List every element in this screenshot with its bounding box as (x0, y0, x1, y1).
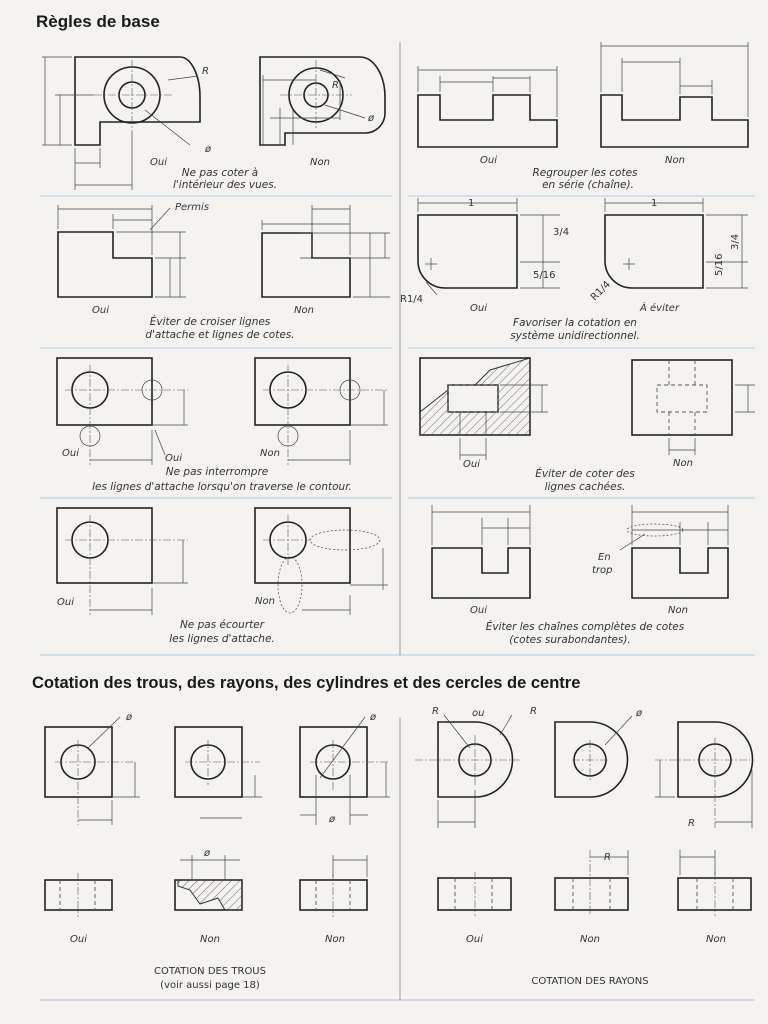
caption-line-1: COTATION DES TROUS (154, 966, 266, 977)
caption-line-2: l'intérieur des vues. (172, 179, 278, 191)
no-label: Non (255, 596, 275, 607)
radius-fraction-label: R1/4 (588, 279, 614, 304)
section-title-basics: Règles de base (36, 12, 160, 31)
fraction-label: 3/4 (730, 233, 741, 250)
no-label: Non (325, 934, 345, 945)
radius-label-no: R (332, 80, 339, 91)
no-label: Non (310, 157, 330, 168)
caption-line-1: Regrouper les cotes (532, 167, 638, 179)
section-title-holes: Cotation des trous, des rayons, des cylindres et des cercles de centre (32, 674, 581, 692)
radius-label: R (530, 706, 537, 717)
yes-label: Oui (466, 934, 483, 945)
caption-line-2: système unidirectionnel. (510, 330, 640, 342)
rule-no-shorten (57, 508, 388, 645)
caption-line-1: Éviter de coter des (535, 468, 635, 480)
radius-label: R (688, 818, 695, 829)
fraction-label: 5/16 (714, 253, 725, 276)
or-label: ou (472, 708, 485, 719)
diameter-label: ø (636, 708, 643, 719)
caption-line-1: Ne pas écourter (179, 619, 265, 631)
note-line-2: trop (592, 565, 613, 576)
rule-redundant-dims (432, 505, 728, 646)
grid-lines (40, 42, 755, 1000)
diameter-label: ø (126, 712, 133, 723)
no-label: Non (706, 934, 726, 945)
radius-label: R (604, 852, 611, 863)
rule-avoid-crossing (58, 202, 390, 341)
caption-line-2: les lignes d'attache lorsqu'on traverse le contour. (92, 481, 352, 493)
caption-line-1: Favoriser la cotation en (513, 317, 637, 329)
yes-label: Oui (92, 305, 109, 316)
diameter-label: ø (205, 144, 212, 155)
fraction-label: 5/16 (533, 270, 556, 281)
yes-label: Oui (150, 157, 167, 168)
caption-line-1: Éviter de croiser lignes (149, 316, 271, 328)
yes-label: Oui (57, 597, 74, 608)
yes-label: Oui (463, 459, 480, 470)
caption-line-1: Ne pas coter à (181, 167, 259, 179)
rule-group-dimensions (418, 42, 748, 191)
caption-line-2: (voir aussi page 18) (160, 980, 260, 991)
no-label: Non (580, 934, 600, 945)
one-label: 1 (651, 198, 658, 209)
yes-label: Oui (480, 155, 497, 166)
no-label: Non (294, 305, 314, 316)
no-label: Non (260, 448, 280, 459)
caption-line-2: (cotes surabondantes). (509, 634, 631, 646)
no-label: Non (665, 155, 685, 166)
diameter-label-no: ø (368, 113, 375, 124)
rule-inside-views (42, 57, 385, 191)
allowed-note: Permis (175, 202, 210, 213)
avoid-label: À éviter (640, 303, 680, 314)
note-line-1: En (598, 552, 611, 563)
radius-label: R (432, 706, 439, 717)
diameter-label: ø (370, 712, 377, 723)
radius-dimensioning (415, 706, 753, 987)
no-label: Non (668, 605, 688, 616)
caption-line-2: d'attache et lignes de cotes. (145, 329, 295, 341)
caption-line-1: Ne pas interrompre (165, 466, 269, 478)
radius-fraction-label: R1/4 (400, 294, 424, 305)
rule-unidirectional (400, 198, 748, 342)
radius-label: R (202, 66, 209, 77)
no-label: Non (673, 458, 693, 469)
yes-label: Oui (470, 605, 487, 616)
no-label: Non (200, 934, 220, 945)
caption: COTATION DES RAYONS (531, 976, 649, 987)
one-label: 1 (468, 198, 475, 209)
rule-no-interrupt (57, 358, 388, 493)
rule-hidden-lines (420, 358, 755, 493)
yes-label-2: Oui (165, 453, 182, 464)
yes-label: Oui (470, 303, 487, 314)
yes-label: Oui (70, 934, 87, 945)
caption-line-2: en série (chaîne). (542, 179, 634, 191)
caption-line-2: les lignes d'attache. (169, 633, 275, 645)
diameter-label: ø (204, 848, 211, 859)
caption-line-1: Éviter les chaînes complètes de cotes (485, 621, 685, 633)
diameter-label: ø (329, 814, 336, 825)
hole-dimensioning (45, 712, 390, 991)
fraction-label: 3/4 (553, 227, 570, 238)
yes-label: Oui (62, 448, 79, 459)
caption-line-2: lignes cachées. (544, 481, 626, 493)
